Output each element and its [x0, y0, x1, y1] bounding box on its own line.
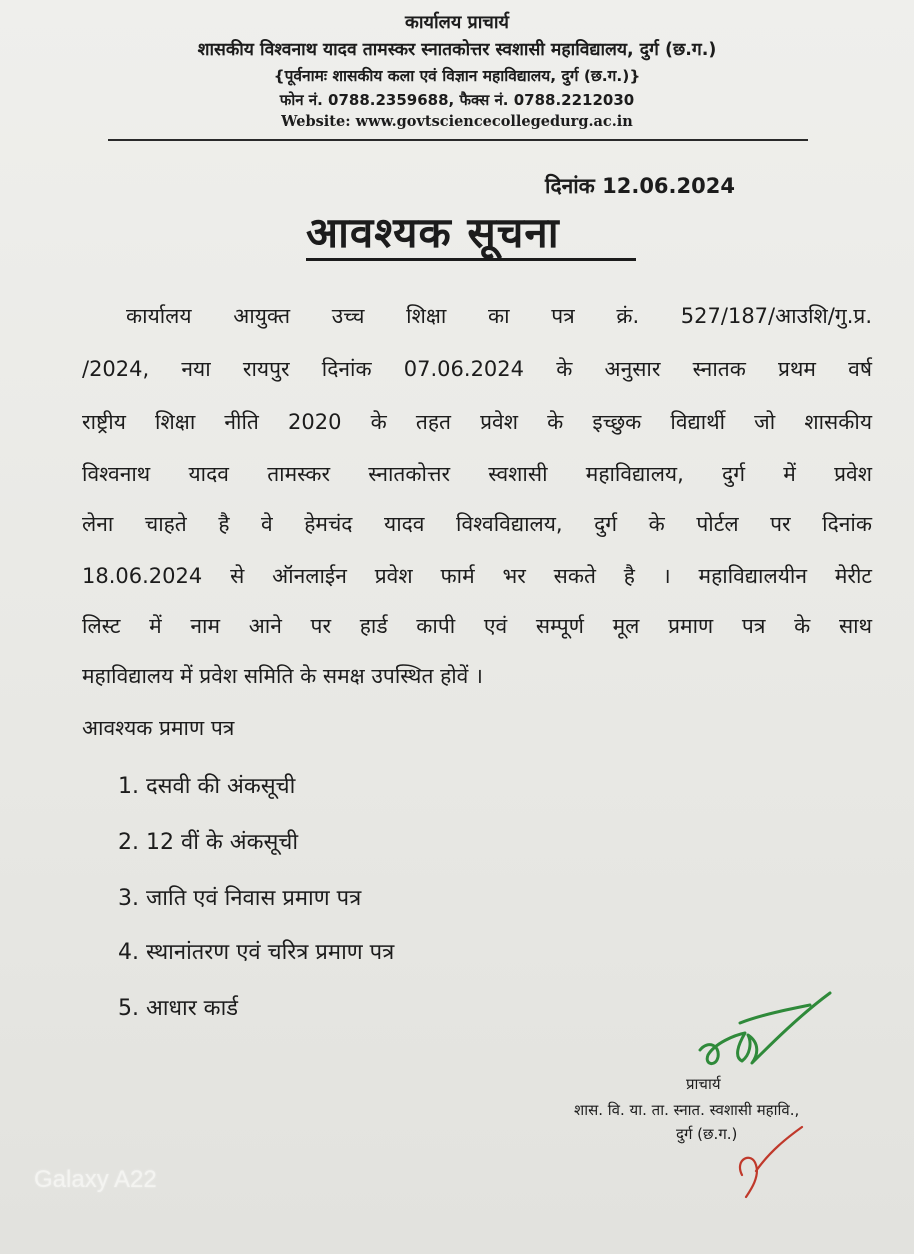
- header-divider: [108, 139, 808, 141]
- body-line-5: लेना चाहते है वे हेमचंद यादव विश्वविद्यालय, दुर्ग के पोर्टल पर दिनांक: [82, 512, 872, 536]
- body-line-4: विश्वनाथ यादव तामस्कर स्नातकोत्तर स्वशासी महाविद्यालय, दुर्ग में प्रवेश: [82, 462, 872, 486]
- red-ink-mark: [730, 1115, 810, 1205]
- signatory-title: प्राचार्य: [686, 1075, 721, 1093]
- required-doc-item: 5. आधार कार्ड: [118, 996, 239, 1021]
- required-doc-item: 3. जाति एवं निवास प्रमाण पत्र: [118, 886, 362, 911]
- signatory-place: दुर्ग (छ.ग.): [676, 1125, 738, 1143]
- body-line-6: 18.06.2024 से ऑनलाईन प्रवेश फार्म भर सकते है । महाविद्यालयीन मेरीट: [82, 564, 872, 588]
- notice-date: दिनांक 12.06.2024: [545, 174, 735, 198]
- body-line-2: /2024, नया रायपुर दिनांक 07.06.2024 के अनुसार स्नातक प्रथम वर्ष: [82, 357, 872, 381]
- signatory-institution: शास. वि. या. ता. स्नात. स्वशासी महावि.,: [574, 1101, 800, 1119]
- office-title: कार्यालय प्राचार्य: [405, 12, 509, 33]
- required-doc-item: 2. 12 वीं के अंकसूची: [118, 830, 299, 855]
- title-underline: [306, 258, 636, 261]
- body-line-3: राष्ट्रीय शिक्षा नीति 2020 के तहत प्रवेश के इच्छुक विद्यार्थी जो शासकीय: [82, 410, 872, 434]
- camera-watermark: Galaxy A22: [34, 1166, 157, 1193]
- body-line-7: लिस्ट में नाम आने पर हार्ड कापी एवं सम्पूर्ण मूल प्रमाण पत्र के साथ: [82, 614, 872, 638]
- body-line-1: कार्यालय आयुक्त उच्च शिक्षा का पत्र क्रं. 527/187/आउशि/गु.प्र.: [126, 304, 872, 328]
- contact-numbers: फोन नं. 0788.2359688, फैक्स नं. 0788.2212030: [279, 91, 635, 109]
- required-doc-item: 1. दसवी की अंकसूची: [118, 774, 296, 799]
- required-doc-item: 4. स्थानांतरण एवं चरित्र प्रमाण पत्र: [118, 940, 395, 965]
- website-line: Website: www.govtsciencecollegedurg.ac.in: [281, 113, 633, 130]
- college-name: शासकीय विश्वनाथ यादव तामस्कर स्नातकोत्तर स्वशासी महाविद्यालय, दुर्ग (छ.ग.): [197, 40, 717, 60]
- letterhead: [0, 8, 914, 130]
- body-line-8: महाविद्यालय में प्रवेश समिति के समक्ष उपस्थित होवें ।: [82, 664, 483, 688]
- notice-title: आवश्यक सूचना: [306, 208, 560, 257]
- required-docs-heading: आवश्यक प्रमाण पत्र: [82, 716, 235, 740]
- former-name: {पूर्वनामः शासकीय कला एवं विज्ञान महाविद्यालय, दुर्ग (छ.ग.)}: [273, 67, 641, 85]
